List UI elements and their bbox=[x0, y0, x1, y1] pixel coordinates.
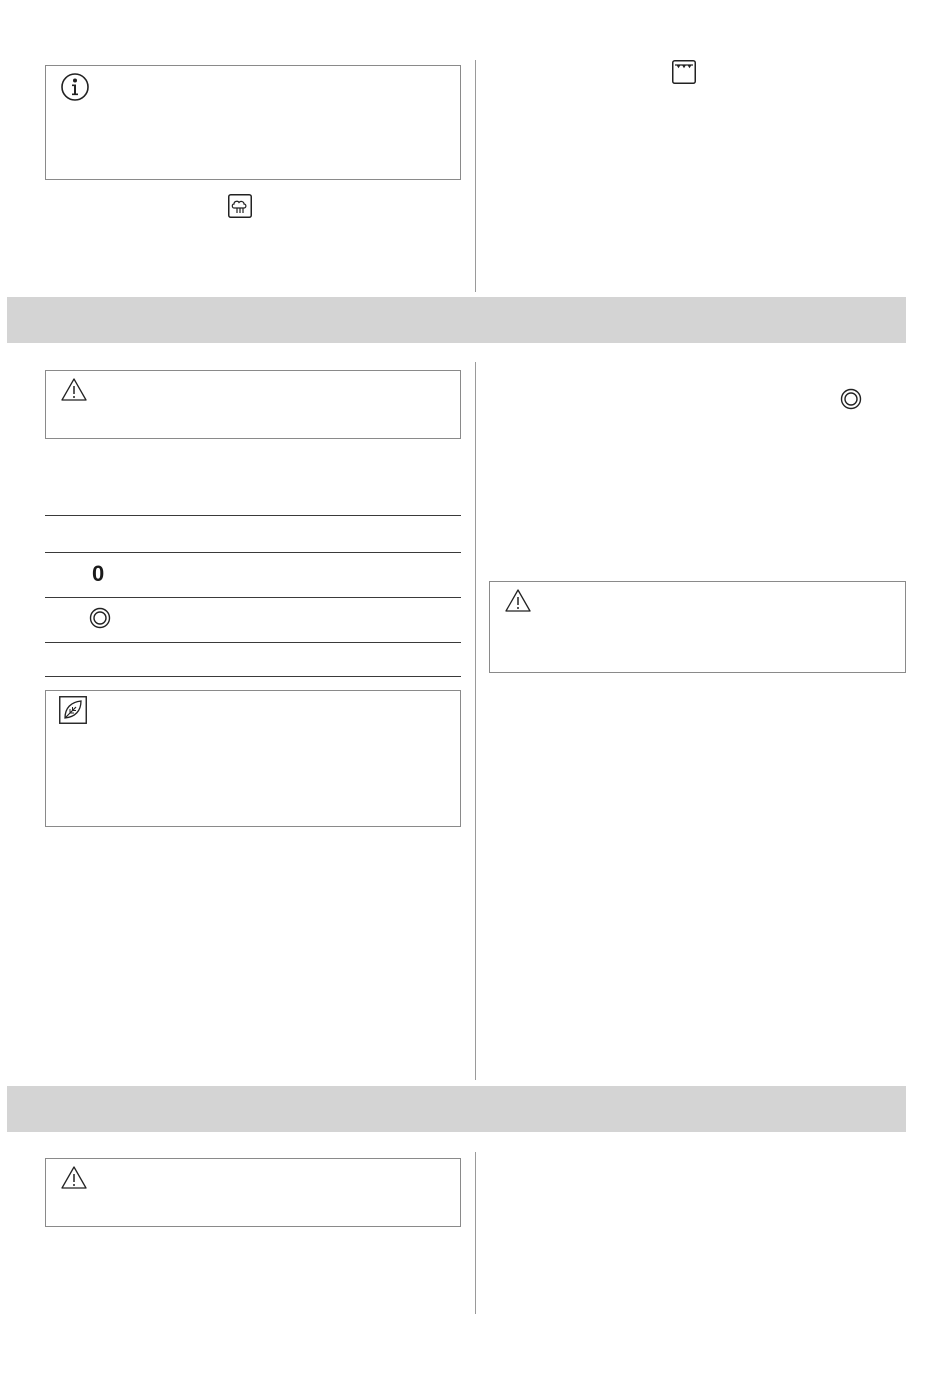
info-icon bbox=[59, 71, 91, 103]
steam-cloud-icon bbox=[228, 194, 252, 218]
column-divider bbox=[475, 1152, 476, 1314]
table-bottom-rule bbox=[45, 676, 461, 677]
environment-note-box bbox=[45, 690, 461, 827]
warning-box bbox=[45, 1158, 461, 1227]
table-header-bottom-rule bbox=[45, 552, 461, 553]
table-row-rule bbox=[45, 597, 461, 598]
warning-triangle-icon bbox=[504, 588, 532, 614]
table-row-rule bbox=[45, 642, 461, 643]
column-divider bbox=[475, 60, 476, 292]
warning-triangle-icon bbox=[60, 377, 88, 403]
table-header-top-rule bbox=[45, 515, 461, 516]
warning-triangle-icon bbox=[60, 1165, 88, 1191]
column-divider bbox=[475, 362, 476, 1080]
oven-top-heat-icon bbox=[672, 60, 696, 84]
zero-digit: 0 bbox=[92, 561, 105, 586]
ring-icon bbox=[89, 607, 111, 629]
warning-box bbox=[489, 581, 906, 673]
warning-box bbox=[45, 370, 461, 439]
leaf-icon bbox=[59, 696, 87, 724]
ring-icon bbox=[840, 388, 862, 410]
section-heading-band bbox=[7, 1086, 906, 1132]
info-note-box bbox=[45, 65, 461, 180]
section-heading-band bbox=[7, 297, 906, 343]
